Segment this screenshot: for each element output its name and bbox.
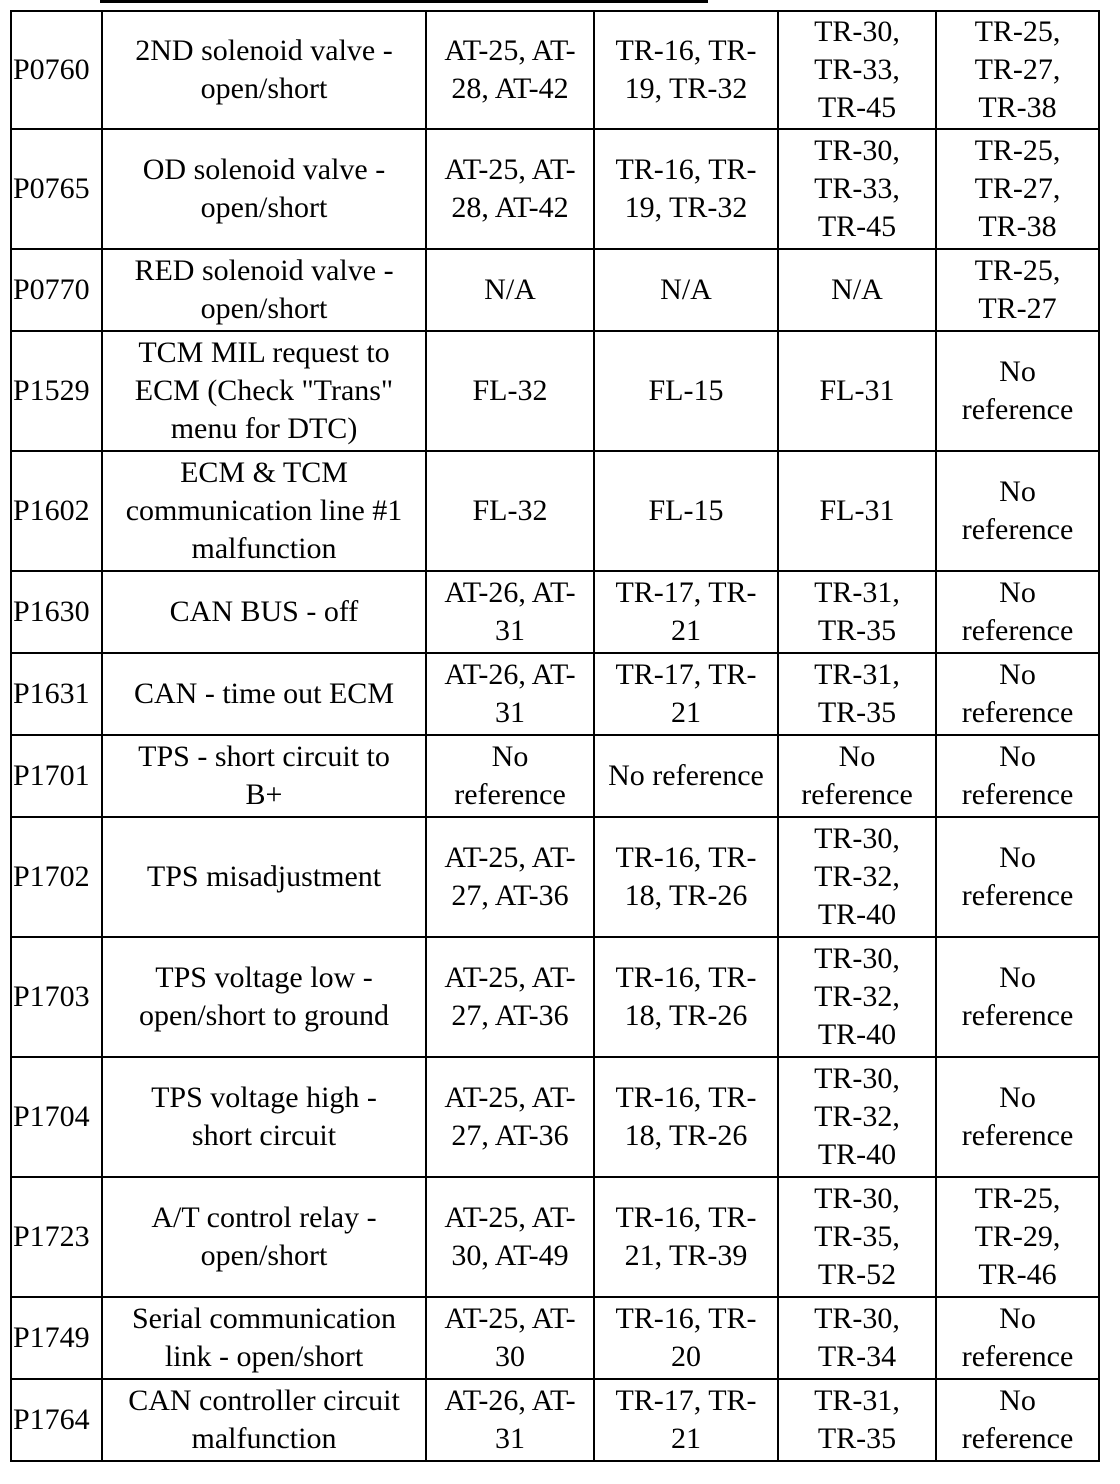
ref-col-d-cell — [936, 451, 1099, 571]
dtc-code-cell: P0760 — [11, 11, 102, 129]
ref-col-c-cell — [778, 129, 936, 249]
ref-col-a-line: 27, AT-36 — [451, 879, 569, 912]
ref-col-a-cell — [426, 1177, 594, 1297]
ref-col-b-line: 21 — [671, 1422, 701, 1455]
ref-col-d-cell — [936, 331, 1099, 451]
ref-col-b-line: FL-15 — [648, 494, 724, 527]
ref-col-c-cell — [778, 1379, 936, 1461]
ref-col-a-line: AT-25, AT- — [444, 34, 576, 67]
ref-col-c-line: TR-31, — [814, 1384, 900, 1417]
ref-col-a-line: N/A — [484, 273, 536, 306]
ref-col-c-line: TR-30, — [814, 1182, 900, 1215]
ref-col-a-cell — [426, 817, 594, 937]
ref-col-c-line: TR-33, — [814, 172, 900, 205]
ref-col-c-cell — [778, 451, 936, 571]
ref-col-b-cell — [594, 1297, 778, 1379]
ref-col-a-line: AT-25, AT- — [444, 961, 576, 994]
ref-col-c-cell — [778, 11, 936, 129]
ref-col-a-line: AT-25, AT- — [444, 1081, 576, 1114]
ref-col-c-line: TR-31, — [814, 576, 900, 609]
table-row — [11, 129, 1099, 249]
dtc-description-line: OD solenoid valve - — [142, 153, 386, 186]
ref-col-d-line: No — [999, 355, 1036, 388]
ref-col-a-cell — [426, 1057, 594, 1177]
ref-col-a-cell — [426, 1297, 594, 1379]
ref-col-c-cell — [778, 331, 936, 451]
ref-col-a-line: 31 — [495, 614, 525, 647]
ref-col-b-line: TR-17, TR- — [615, 658, 757, 691]
ref-col-d-line: reference — [961, 696, 1074, 729]
dtc-description-cell — [102, 735, 426, 817]
dtc-code-cell: P1723 — [11, 1177, 102, 1297]
ref-col-d-line: No — [999, 1302, 1036, 1335]
dtc-code-cell: P1602 — [11, 451, 102, 571]
ref-col-c-line: TR-30, — [814, 1302, 900, 1335]
ref-col-b-line: TR-16, TR- — [615, 1302, 757, 1335]
table-row — [11, 571, 1099, 653]
ref-col-d-line: No — [999, 1081, 1036, 1114]
ref-col-a-line: AT-26, AT- — [444, 658, 576, 691]
ref-col-d-cell — [936, 1177, 1099, 1297]
ref-col-c-line: TR-30, — [814, 1062, 900, 1095]
dtc-code-cell: P1703 — [11, 937, 102, 1057]
table-row — [11, 817, 1099, 937]
ref-col-c-line: TR-40 — [817, 898, 897, 931]
table-row — [11, 249, 1099, 331]
dtc-description-line: A/T control relay - — [151, 1201, 377, 1234]
dtc-code-cell: P0770 — [11, 249, 102, 331]
ref-col-a-line: FL-32 — [472, 494, 548, 527]
ref-col-d-cell — [936, 129, 1099, 249]
dtc-description-line: short circuit — [191, 1119, 337, 1152]
ref-col-c-line: N/A — [831, 273, 883, 306]
ref-col-a-line: 28, AT-42 — [451, 72, 569, 105]
ref-col-b-line: 18, TR-26 — [624, 879, 748, 912]
dtc-code-cell: P1701 — [11, 735, 102, 817]
dtc-description-line: CAN BUS - off — [169, 595, 359, 628]
ref-col-d-cell — [936, 1379, 1099, 1461]
ref-col-c-line: FL-31 — [819, 494, 895, 527]
ref-col-d-line: TR-38 — [978, 210, 1057, 243]
ref-col-a-cell — [426, 249, 594, 331]
ref-col-a-cell — [426, 11, 594, 129]
ref-col-d-line: reference — [961, 1119, 1074, 1152]
ref-col-a-cell — [426, 129, 594, 249]
dtc-description-line: TPS voltage high - — [151, 1081, 377, 1114]
ref-col-d-line: reference — [961, 614, 1074, 647]
dtc-description-line: B+ — [245, 778, 283, 811]
table-row — [11, 1057, 1099, 1177]
dtc-description-cell — [102, 1177, 426, 1297]
ref-col-a-line: 30 — [495, 1340, 525, 1373]
dtc-description-cell — [102, 1297, 426, 1379]
ref-col-c-line: No — [838, 740, 876, 773]
dtc-description-line: 2ND solenoid valve - — [135, 34, 393, 67]
ref-col-b-line: TR-16, TR- — [615, 1081, 757, 1114]
ref-col-a-cell — [426, 1379, 594, 1461]
dtc-code-cell: P1749 — [11, 1297, 102, 1379]
ref-col-c-line: TR-32, — [814, 980, 900, 1013]
ref-col-d-line: reference — [961, 393, 1074, 426]
ref-col-c-line: TR-35, — [814, 1220, 900, 1253]
ref-col-d-line: TR-25, — [974, 15, 1061, 48]
ref-col-a-line: 30, AT-49 — [451, 1239, 569, 1272]
dtc-description-cell — [102, 129, 426, 249]
dtc-description-cell — [102, 653, 426, 735]
ref-col-a-line: FL-32 — [472, 374, 548, 407]
dtc-description-line: malfunction — [191, 532, 337, 565]
ref-col-b-line: TR-16, TR- — [615, 34, 757, 67]
ref-col-c-cell — [778, 937, 936, 1057]
dtc-description-cell — [102, 451, 426, 571]
dtc-description-line: menu for DTC) — [170, 412, 358, 445]
ref-col-d-line: TR-27, — [974, 172, 1061, 205]
ref-col-c-line: TR-30, — [814, 942, 900, 975]
table-row — [11, 1177, 1099, 1297]
ref-col-d-line: reference — [961, 879, 1074, 912]
ref-col-a-cell — [426, 331, 594, 451]
ref-col-a-line: No — [491, 740, 529, 773]
ref-col-d-cell — [936, 11, 1099, 129]
ref-col-c-line: TR-40 — [817, 1018, 897, 1051]
ref-col-d-cell — [936, 571, 1099, 653]
ref-col-d-line: TR-38 — [978, 91, 1057, 124]
ref-col-c-line: TR-32, — [814, 1100, 900, 1133]
ref-col-a-line: AT-25, AT- — [444, 841, 576, 874]
ref-col-a-line: 27, AT-36 — [451, 1119, 569, 1152]
ref-col-b-cell — [594, 331, 778, 451]
dtc-description-line: RED solenoid valve - — [134, 254, 394, 287]
ref-col-b-cell — [594, 451, 778, 571]
dtc-description-line: TPS voltage low - — [155, 961, 373, 994]
ref-col-b-cell — [594, 817, 778, 937]
ref-col-b-cell — [594, 1379, 778, 1461]
ref-col-c-line: reference — [801, 778, 913, 811]
dtc-reference-table — [10, 10, 1100, 1462]
ref-col-d-line: No — [999, 658, 1036, 691]
dtc-code-cell: P0765 — [11, 129, 102, 249]
table-row — [11, 1379, 1099, 1461]
dtc-code-cell: P1630 — [11, 571, 102, 653]
ref-col-b-cell — [594, 249, 778, 331]
ref-col-d-cell — [936, 937, 1099, 1057]
ref-col-c-line: TR-31, — [814, 658, 900, 691]
ref-col-d-cell — [936, 1297, 1099, 1379]
ref-col-c-line: TR-35 — [817, 614, 897, 647]
ref-col-b-cell — [594, 11, 778, 129]
ref-col-c-line: TR-35 — [817, 696, 897, 729]
ref-col-c-cell — [778, 653, 936, 735]
ref-col-d-line: No — [999, 961, 1036, 994]
ref-col-c-cell — [778, 735, 936, 817]
table-row — [11, 11, 1099, 129]
ref-col-d-line: reference — [961, 999, 1074, 1032]
ref-col-a-line: reference — [454, 778, 566, 811]
ref-col-a-line: 27, AT-36 — [451, 999, 569, 1032]
dtc-code-cell: P1529 — [11, 331, 102, 451]
dtc-code-cell: P1702 — [11, 817, 102, 937]
dtc-description-line: TPS misadjustment — [146, 860, 382, 893]
ref-col-b-line: TR-17, TR- — [615, 576, 757, 609]
dtc-description-cell — [102, 1379, 426, 1461]
ref-col-a-line: 31 — [495, 696, 525, 729]
dtc-description-line: CAN controller circuit — [128, 1384, 400, 1417]
ref-col-d-line: No — [999, 475, 1036, 508]
ref-col-d-cell — [936, 653, 1099, 735]
ref-col-c-line: TR-45 — [817, 210, 897, 243]
ref-col-b-line: 21 — [671, 696, 701, 729]
ref-col-b-line: 18, TR-26 — [624, 999, 748, 1032]
ref-col-d-cell — [936, 735, 1099, 817]
ref-col-d-cell — [936, 249, 1099, 331]
ref-col-c-line: TR-30, — [814, 15, 900, 48]
ref-col-b-line: FL-15 — [648, 374, 724, 407]
ref-col-c-cell — [778, 1177, 936, 1297]
dtc-description-cell — [102, 249, 426, 331]
ref-col-c-line: TR-45 — [817, 91, 897, 124]
ref-col-d-line: reference — [961, 1340, 1074, 1373]
ref-col-d-line: TR-25, — [974, 134, 1061, 167]
dtc-description-line: open/short — [200, 292, 328, 325]
ref-col-c-line: TR-35 — [817, 1422, 897, 1455]
ref-col-b-line: TR-16, TR- — [615, 841, 757, 874]
dtc-description-line: open/short — [200, 1239, 328, 1272]
dtc-description-line: open/short — [200, 72, 328, 105]
ref-col-a-line: 28, AT-42 — [451, 191, 569, 224]
dtc-description-cell — [102, 11, 426, 129]
ref-col-a-line: AT-26, AT- — [444, 576, 576, 609]
ref-col-c-cell — [778, 1297, 936, 1379]
table-row — [11, 331, 1099, 451]
ref-col-d-line: TR-46 — [978, 1258, 1057, 1291]
ref-col-b-cell — [594, 571, 778, 653]
ref-col-c-cell — [778, 571, 936, 653]
ref-col-b-line: No reference — [608, 759, 764, 792]
ref-col-d-line: TR-27 — [978, 292, 1057, 325]
dtc-code-cell: P1631 — [11, 653, 102, 735]
table-row — [11, 937, 1099, 1057]
dtc-description-line: Serial communication — [131, 1302, 397, 1335]
dtc-description-cell — [102, 937, 426, 1057]
ref-col-b-line: 19, TR-32 — [624, 191, 748, 224]
ref-col-c-line: TR-32, — [814, 860, 900, 893]
ref-col-c-line: TR-34 — [817, 1340, 897, 1373]
ref-col-d-line: No — [999, 740, 1036, 773]
ref-col-b-line: 18, TR-26 — [624, 1119, 748, 1152]
ref-col-d-line: TR-29, — [974, 1220, 1061, 1253]
dtc-description-line: TCM MIL request to — [138, 336, 390, 369]
ref-col-c-line: TR-40 — [817, 1138, 897, 1171]
ref-col-b-cell — [594, 937, 778, 1057]
ref-col-b-line: 21, TR-39 — [624, 1239, 748, 1272]
dtc-description-line: TPS - short circuit to — [138, 740, 390, 773]
table-row — [11, 735, 1099, 817]
dtc-description-line: open/short — [200, 191, 328, 224]
ref-col-a-line: 31 — [495, 1422, 525, 1455]
dtc-description-cell — [102, 1057, 426, 1177]
dtc-description-line: ECM & TCM — [180, 456, 348, 489]
ref-col-a-line: AT-25, AT- — [444, 153, 576, 186]
ref-col-c-cell — [778, 1057, 936, 1177]
ref-col-b-line: N/A — [660, 273, 712, 306]
ref-col-a-cell — [426, 451, 594, 571]
ref-col-d-cell — [936, 817, 1099, 937]
ref-col-d-line: reference — [961, 1422, 1074, 1455]
ref-col-a-line: AT-25, AT- — [444, 1201, 576, 1234]
ref-col-b-cell — [594, 129, 778, 249]
ref-col-c-cell — [778, 817, 936, 937]
ref-col-b-line: TR-16, TR- — [615, 153, 757, 186]
dtc-description-cell — [102, 817, 426, 937]
dtc-description-line: ECM (Check "Trans" — [134, 374, 394, 407]
ref-col-d-line: TR-25, — [974, 254, 1061, 287]
ref-col-b-line: 20 — [671, 1340, 701, 1373]
ref-col-d-line: reference — [961, 513, 1074, 546]
ref-col-b-line: 19, TR-32 — [624, 72, 748, 105]
ref-col-d-line: reference — [961, 778, 1074, 811]
dtc-code-cell: P1704 — [11, 1057, 102, 1177]
ref-col-c-line: TR-30, — [814, 134, 900, 167]
ref-col-b-line: TR-16, TR- — [615, 1201, 757, 1234]
ref-col-b-line: 21 — [671, 614, 701, 647]
ref-col-a-cell — [426, 653, 594, 735]
ref-col-c-line: TR-33, — [814, 53, 900, 86]
table-body — [11, 11, 1099, 1461]
ref-col-c-line: TR-30, — [814, 822, 900, 855]
ref-col-a-line: AT-26, AT- — [444, 1384, 576, 1417]
dtc-description-cell — [102, 331, 426, 451]
dtc-description-line: link - open/short — [164, 1340, 364, 1373]
ref-col-c-line: FL-31 — [819, 374, 895, 407]
dtc-description-line: CAN - time out ECM — [134, 677, 394, 710]
ref-col-b-cell — [594, 735, 778, 817]
table-row — [11, 451, 1099, 571]
ref-col-a-cell — [426, 735, 594, 817]
ref-col-b-cell — [594, 1177, 778, 1297]
table-row — [11, 1297, 1099, 1379]
ref-col-a-cell — [426, 571, 594, 653]
ref-col-d-line: No — [999, 841, 1036, 874]
dtc-description-line: communication line #1 — [125, 494, 403, 527]
ref-col-a-line: AT-25, AT- — [444, 1302, 576, 1335]
dtc-description-line: open/short to ground — [139, 999, 389, 1032]
ref-col-b-cell — [594, 1057, 778, 1177]
ref-col-d-line: No — [999, 1384, 1036, 1417]
ref-col-c-cell — [778, 249, 936, 331]
ref-col-b-line: TR-17, TR- — [615, 1384, 757, 1417]
ref-col-b-cell — [594, 653, 778, 735]
ref-col-a-cell — [426, 937, 594, 1057]
ref-col-c-line: TR-52 — [817, 1258, 897, 1291]
dtc-description-line: malfunction — [191, 1422, 337, 1455]
dtc-description-cell — [102, 571, 426, 653]
ref-col-d-line: No — [999, 576, 1036, 609]
ref-col-d-line: TR-25, — [974, 1182, 1061, 1215]
dtc-code-cell: P1764 — [11, 1379, 102, 1461]
table-row — [11, 653, 1099, 735]
ref-col-b-line: TR-16, TR- — [615, 961, 757, 994]
ref-col-d-cell — [936, 1057, 1099, 1177]
ref-col-d-line: TR-27, — [974, 53, 1061, 86]
